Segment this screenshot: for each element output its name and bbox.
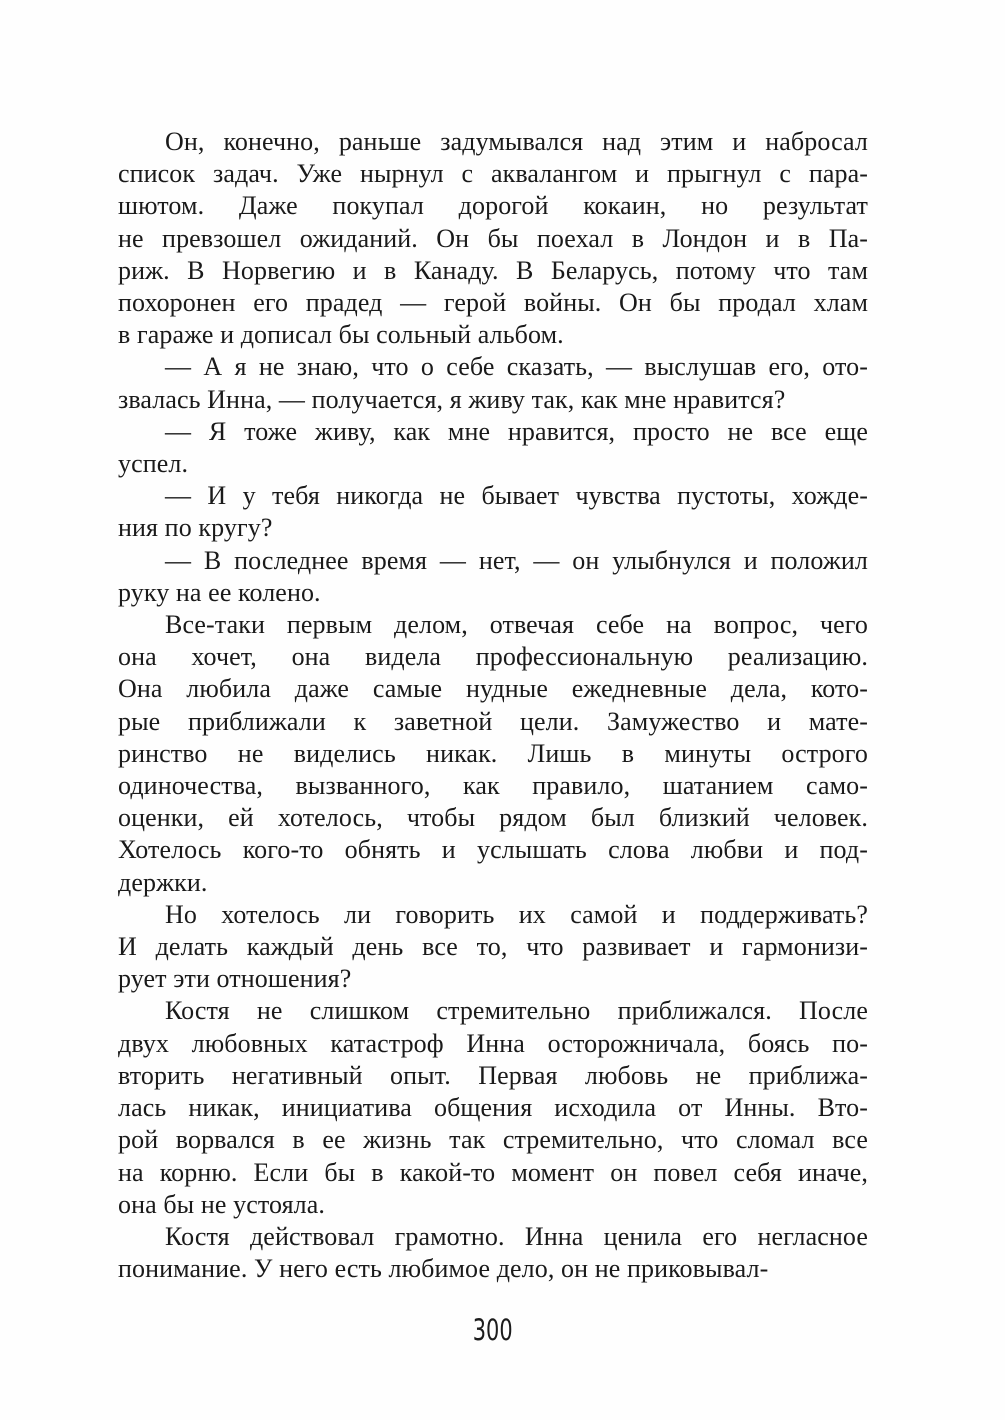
text-line: ринство не виделись никак. Лишь в минуты острого	[118, 738, 868, 768]
text-line: Костя не слишком стремительно приближался. После	[165, 996, 868, 1026]
text-line: Костя действовал грамотно. Инна ценила его негласное	[165, 1221, 868, 1251]
text-line: она хочет, она видела профессиональную реализацию.	[118, 642, 868, 672]
text-line: Хотелось кого-то обнять и услышать слова любви и под-	[118, 835, 868, 865]
text-line: рой ворвался в ее жизнь так стремительно, что сломал все	[118, 1125, 868, 1155]
text-line: лась никак, инициатива общения исходила от Инны. Вто-	[118, 1093, 868, 1123]
text-line: она бы не устояла.	[118, 1189, 325, 1219]
text-line: оценки, ей хотелось, чтобы рядом был близкий человек.	[118, 803, 868, 833]
text-line: понимание. У него есть любимое дело, он не приковывал-	[118, 1254, 769, 1284]
text-line: И делать каждый день все то, что развивает и гармонизи-	[118, 932, 868, 962]
text-line: рые приближали к заветной цели. Замужество и мате-	[118, 706, 868, 736]
text-line: список задач. Уже нырнул с аквалангом и прыгнул с пара-	[118, 159, 868, 189]
text-line: ния по кругу?	[118, 513, 273, 543]
page-number	[118, 1313, 868, 1347]
text-line: Все-таки первым делом, отвечая себе на вопрос, чего	[165, 610, 868, 640]
text-line: рует эти отношения?	[118, 964, 352, 994]
text-line: риж. В Норвегию и в Канаду. В Беларусь, потому что там	[118, 255, 868, 285]
text-line: — И у тебя никогда не бывает чувства пустоты, хожде-	[165, 481, 868, 511]
text-line: — А я не знаю, что о себе сказать, — выслушав его, ото-	[165, 352, 868, 382]
text-line: в гараже и дописал бы сольный альбом.	[118, 320, 564, 350]
text-line: двух любовных катастроф Инна осторожничала, боясь по-	[118, 1028, 868, 1058]
text-line: похоронен его прадед — герой войны. Он бы продал хлам	[118, 288, 868, 318]
text-line: — Я тоже живу, как мне нравится, просто не все еще	[165, 416, 868, 446]
text-line: держки.	[118, 867, 208, 897]
page-number-value: 300	[473, 1313, 513, 1347]
text-line: не превзошел ожиданий. Он бы поехал в Лондон и в Па-	[118, 223, 868, 253]
text-line: на корню. Если бы в какой-то момент он повел себя иначе,	[118, 1157, 868, 1187]
text-line: — В последнее время — нет, — он улыбнулся и положил	[165, 545, 868, 575]
page-text	[118, 126, 868, 1285]
text-line: Она любила даже самые нудные ежедневные дела, кото-	[118, 674, 868, 704]
text-line: одиночества, вызванного, как правило, шатанием само-	[118, 771, 868, 801]
text-line: руку на ее колено.	[118, 577, 321, 607]
text-line: успел.	[118, 449, 189, 479]
text-line: вторить негативный опыт. Первая любовь не приближа-	[118, 1060, 868, 1090]
text-line: звалась Инна, — получается, я живу так, как мне нравится?	[118, 384, 786, 414]
text-line: Он, конечно, раньше задумывался над этим и набросал	[165, 127, 868, 156]
text-line: Но хотелось ли говорить их самой и поддерживать?	[165, 899, 868, 929]
text-line: шютом. Даже покупал дорогой кокаин, но результат	[118, 191, 868, 221]
